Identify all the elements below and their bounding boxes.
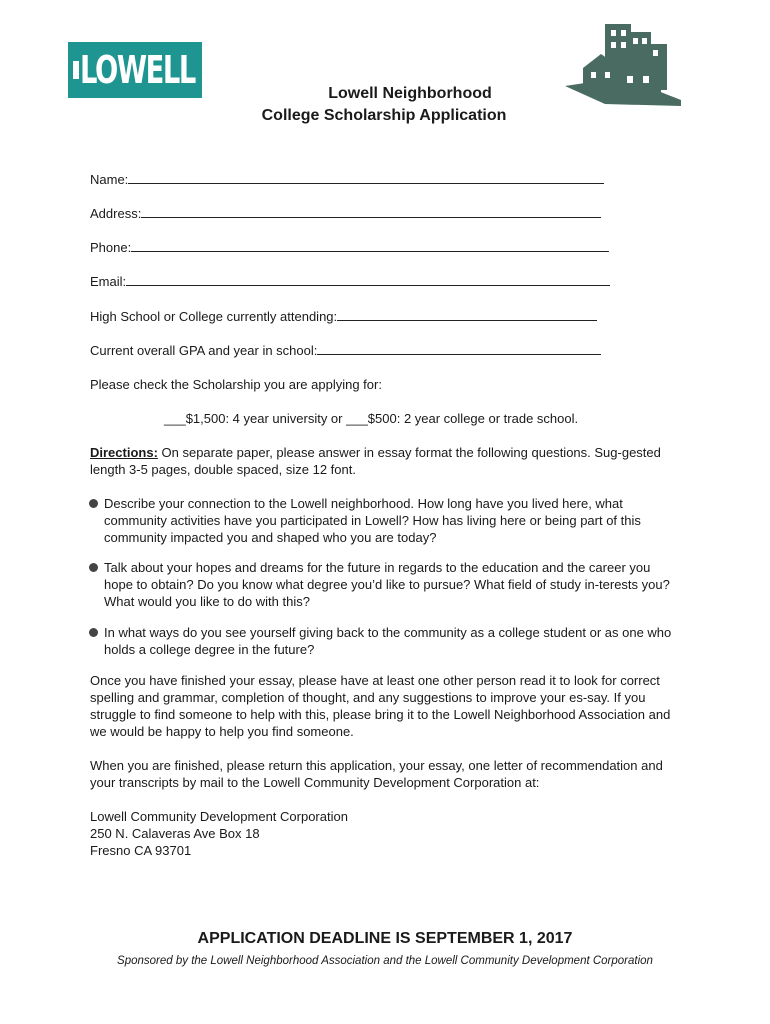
mailing-address — [90, 808, 680, 859]
gpa-field[interactable] — [90, 342, 601, 358]
closing-paragraph-1: Once you have finished your essay, please have at least one other person read it to look for correct spelling and grammar, completion of thought, and any suggestions to improve your es-say. If you struggle to find someone to help with this, please bring it to the Lowell Neighborhood Association and we would be happy to help you find someone. — [90, 673, 671, 739]
question-text: In what ways do you see yourself giving back to the community as a college student or as one who holds a college degree in the future? — [104, 625, 672, 657]
school-label: High School or College currently attending: — [90, 309, 338, 324]
application-deadline: APPLICATION DEADLINE IS SEPTEMBER 1, 2017 — [197, 930, 573, 947]
bullet-icon — [89, 499, 98, 508]
bullet-icon — [89, 563, 98, 572]
scholarship-options[interactable]: ___$1,500: 4 year university or ___$500: 2 year college or trade school. — [164, 411, 579, 426]
directions — [90, 444, 680, 478]
question-text: Describe your connection to the Lowell neighborhood. How long have you lived here, what community activities have you participated in Lowell? How has living here or being part of this community impacted you and shaped who you are today? — [104, 496, 641, 545]
email-field[interactable] — [90, 273, 610, 289]
phone-blank[interactable] — [131, 239, 609, 252]
closing-paragraph-2: When you are finished, please return this application, your essay, one letter of recommendation and your transcripts by mail to the Lowell Community Development Corporation at: — [90, 758, 663, 790]
address-field[interactable] — [90, 205, 601, 221]
email-label: Email: — [90, 274, 127, 289]
sponsor-note: Sponsored by the Lowell Neighborhood Association and the Lowell Community Development Corporation — [117, 955, 653, 967]
address-line-3: Fresno CA 93701 — [90, 843, 192, 858]
gpa-blank[interactable] — [317, 342, 601, 355]
address-blank[interactable] — [141, 205, 601, 218]
question-item — [90, 624, 680, 658]
question-item — [90, 559, 680, 610]
question-text: Talk about your hopes and dreams for the future in regards to the education and the career you hope to obtain? Do you know what degree you’d like to pursue? What field of study in-terests you? What would you like to do with this? — [104, 560, 670, 609]
phone-label: Phone: — [90, 240, 132, 255]
scholarship-prompt: Please check the Scholarship you are applying for: — [90, 377, 382, 392]
address-line-1: Lowell Community Development Corporation — [90, 809, 348, 824]
email-blank[interactable] — [126, 273, 610, 286]
school-field[interactable] — [90, 308, 597, 324]
logo-text: LOWELL — [80, 48, 195, 92]
address-label: Address: — [90, 206, 142, 221]
page-title-line2: College Scholarship Application — [261, 107, 507, 124]
directions-text: On separate paper, please answer in essay format the following questions. Sug-gested length 3-5 pages, double spaced, size 12 font. — [90, 445, 661, 477]
phone-field[interactable] — [90, 239, 609, 255]
school-blank[interactable] — [337, 308, 597, 321]
name-field[interactable] — [90, 171, 604, 187]
name-label: Name: — [90, 172, 129, 187]
question-item — [90, 495, 680, 546]
page-title-line1: Lowell Neighborhood — [328, 85, 492, 102]
name-blank[interactable] — [128, 171, 604, 184]
bullet-icon — [89, 628, 98, 637]
address-line-2: 250 N. Calaveras Ave Box 18 — [90, 826, 260, 841]
gpa-label: Current overall GPA and year in school: — [90, 343, 318, 358]
directions-label: Directions: — [90, 445, 158, 460]
